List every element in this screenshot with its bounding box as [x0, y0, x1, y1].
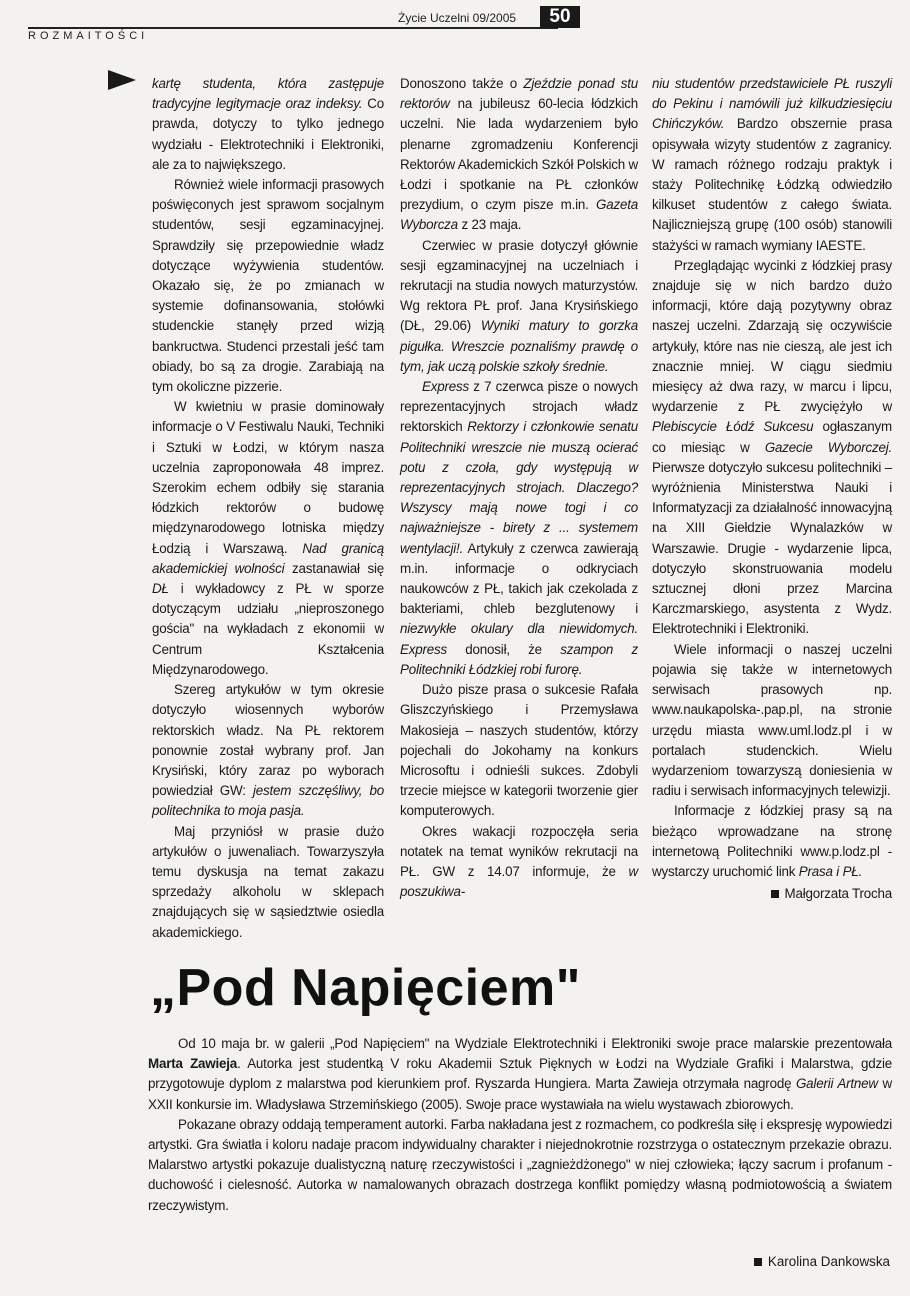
- section-label: ROZMAITOŚCI: [28, 30, 149, 42]
- text-run: Pokazane obrazy oddają temperament autorki. Farba nakładana jest z rozmachem, co podkreśla siłę i ekspresję wypowiedzi artystki. Gra światła i koloru nadaje pracom indywidualny charakter i niejednokrotnie rozstrzyga o ostatecznym przekazie obrazu. Malarstwo artystki pokazuje dualistyczną naturę rzeczywistości i „zagnieżdżonego" w niej człowieka; łączy sacrum i profanum - duchowość i cielesność. Autorka w namalowanych obrazach dostrzega konflikt pomiędzy własną podmiotowością a światem rzeczywistym.: [148, 1116, 893, 1213]
- bold-text: Marta Zawieja: [148, 1056, 238, 1072]
- paragraph: [400, 822, 638, 903]
- paragraph: [400, 377, 638, 680]
- square-bullet-icon: [771, 890, 779, 898]
- paragraph: [148, 1034, 892, 1115]
- italic-text: niezwykłe okulary dla niewidomych. Express: [400, 621, 638, 657]
- italic-text: Gazeta Wyborcza: [400, 197, 638, 233]
- paragraph: [400, 74, 638, 236]
- italic-text: jestem szczęśliwy, bo politechnika to moja pasja.: [152, 783, 384, 819]
- author-name: Karolina Dankowska: [767, 1254, 890, 1269]
- paragraph: [400, 236, 638, 377]
- column-1: [152, 74, 384, 943]
- article-body: [148, 1034, 892, 1216]
- text-run: ogłaszanym co miesiąc w: [652, 419, 892, 455]
- text-run: Informacje z łódzkiej prasy są na bieżąco wprowadzane na stronę internetową Politechniki www.p.lodz.pl - wystarczy uruchomić link: [652, 803, 892, 879]
- text-run: z 23 maja.: [457, 217, 522, 233]
- column-3: [652, 74, 892, 904]
- paragraph: [152, 175, 384, 397]
- magazine-title: Życie Uczelni 09/2005: [398, 11, 517, 25]
- text-run: Co prawda, dotyczy to tylko jednego wydziału - Elektrotechniki i Elektroniki, ale za to największego.: [152, 96, 384, 172]
- text-run: Bardzo obszernie prasa opisywała wizyty studentów z zagranicy. W ramach różnego rodzaju praktyk i staży Politechnikę Łódzką odwiedziło kilkuset studentów z całego świata. Najliczniejszą grupę (100 osób) stanowili stażyści w ramach wymiany IAESTE.: [652, 116, 892, 253]
- text-run: na jubileusz 60-lecia łódzkich uczelni. Nie lada wydarzeniem było plenarne zgromadzeniu Konferencji Rektorów Akademickich Szkół Polskich w Łodzi i spotkanie na PŁ członków prezydium, o czym pisze m.in.: [400, 96, 638, 213]
- paragraph: [400, 680, 638, 821]
- paragraph: [652, 640, 892, 802]
- italic-text: Prasa i PŁ.: [798, 863, 863, 879]
- column-2: [400, 74, 638, 902]
- text-run: Szereg artykułów w tym okresie dotyczyło wiosennych wyborów rektorskich władz. Na PŁ rektorem ponownie został wybrany prof. Jan Krysiński, który zaraz po wyborach powiedział GW:: [152, 682, 384, 799]
- italic-text: szampon z Politechniki Łódzkiej robi furorę.: [400, 641, 639, 677]
- square-bullet-icon: [754, 1258, 762, 1266]
- italic-text: Gazecie Wyborczej.: [764, 439, 892, 455]
- text-run: Od 10 maja br. w galerii „Pod Napięciem" na Wydziale Elektrotechniki i Elektroniki swoje prace malarskie prezentowała: [178, 1036, 892, 1051]
- paragraph: [152, 74, 384, 175]
- text-run: W kwietniu w prasie dominowały informacje o V Festiwalu Nauki, Techniki i Sztuki w Łodzi, w którym nasza uczelnia zaproponowała 48 imprez. Szerokim echem odbiły się starania łódzkich rektorów o budowę międzynarodowego lotniska między Łodzią i Warszawą.: [152, 399, 384, 556]
- text-run: Donoszono także o: [400, 76, 524, 91]
- article-title: „Pod Napięciem": [150, 959, 581, 1017]
- author-name: Małgorzata Trocha: [784, 886, 892, 902]
- text-run: z 7 czerwca pisze o nowych reprezentacyjnych strojach władz rektorskich: [400, 379, 638, 435]
- italic-text: Plebiscycie Łódź Sukcesu: [652, 419, 814, 435]
- paragraph: [152, 397, 384, 680]
- text-run: Artykuły z czerwca zawierają m.in. informacje o odkryciach naukowców z PŁ, takich jak czekolada z bakteriami, chleb bezglutenowy i: [400, 540, 638, 617]
- paragraph: [152, 680, 384, 821]
- text-run: w XXII konkursie im. Władysława Strzemińskiego (2005). Swoje prace wystawiała na wielu wystawach zbiorowych.: [148, 1076, 892, 1112]
- text-run: Przeglądając wycinki z łódzkiej prasy znajduje się w nich bardzo dużo informacji, które dają pozytywny obraz naszej uczelni. Zdarzają się oczywiście artykuły, które nas nie cieszą, ale jest ich znacznie mniej. W ciągu siedmiu miesięcy aż dwa razy, w marcu i lipcu, wydarzenie z PŁ zwyciężyło w: [652, 257, 892, 415]
- text-run: Czerwiec w prasie dotyczył głównie sesji egzaminacyjnej na uczelniach i rekrutacji na studia nowych maturzystów. Wg rektora PŁ prof. Jana Krysińskiego (DŁ, 29.06): [400, 237, 638, 334]
- italic-text: Wyniki matury to gorzka pigułka. Wreszcie poznaliśmy prawdę o tym, jak uczą polskie szkoły średnie.: [400, 318, 638, 374]
- paragraph: [652, 801, 892, 882]
- header-rule: [28, 27, 558, 29]
- text-run: Wiele informacji o naszej uczelni pojawia się także w internetowych serwisach prasowych np. www.naukapolska-.pap.pl, na stronie urzędu miasta www.uml.lodz.pl i w portalach studenckich. Wielu wydarzeniom towarzyszą doniesienia w radiu i serwisach informacyjnych telewizji.: [652, 641, 892, 799]
- text-run: Pierwsze dotyczyło sukcesu politechniki – wyróżnienia Ministerstwa Nauki i Informatyzacji za działalność innowacyjną na XIII Giełdzie Wynalazków w Warszawie. Drugie - wydarzenie lipca, dotyczyło skonstruowania modelu sztucznej dłoni przez Marcina Karczmarskiego, asystenta z Wydz. Elektrotechniki i Elektroniki.: [652, 459, 892, 637]
- italic-text: DŁ: [152, 581, 169, 597]
- page-number: 50: [540, 6, 580, 28]
- italic-text: Express: [422, 379, 469, 395]
- column-signature: [652, 884, 892, 904]
- italic-text: Zjeździe ponad stu rektorów: [400, 76, 638, 112]
- text-run: Dużo pisze prasa o sukcesie Rafała Gliszczyńskiego i Przemysława Makosieja – naszych studentów, którzy pojechali do Jokohamy na konkurs Microsoftu i odnieśli sukces. Zdobyli trzecie miejsce w kategorii tworzenie gier komputerowych.: [400, 682, 638, 819]
- italic-text: Rektorzy i członkowie senatu Politechniki wreszcie nie muszą ocierać potu z czoła, gdy występują w reprezentacyjnych strojach. Dlaczego? Wszyscy mają nowe togi i co najważniejsze - birety z ... systemem wentylacji!.: [400, 419, 638, 556]
- italic-text: w poszukiwa-: [400, 863, 638, 900]
- text-run: Okres wakacji rozpoczęła seria notatek na temat wyników rekrutacji na PŁ. GW z 14.07 informuje, że: [400, 823, 638, 879]
- italic-text: Nad granicą akademickiej wolności: [152, 540, 384, 576]
- paragraph: [652, 74, 892, 256]
- text-run: Również wiele informacji prasowych poświęconych jest sprawom socjalnym studentów, sesji egzaminacyjnej. Sprawdziły się przepowiednie władz dotyczące wyżywienia studentów. Okazało się, że po zmianach w systemie dofinansowania, stołówki studenckie stanęły przed wizją bankructwa. Studenci przestali jeść tam obiady, bo są za drogie. Zarabiają na tym okoliczne pizzerie.: [152, 177, 384, 395]
- text-run: donosił, że: [446, 641, 561, 657]
- text-run: zastanawiał się: [284, 560, 384, 576]
- article-signature: [754, 1254, 890, 1269]
- paragraph: [652, 256, 892, 640]
- italic-text: niu studentów przedstawiciele PŁ ruszyli do Pekinu i namówili już kilkudziesięciu Chińczyków.: [652, 76, 892, 132]
- arrow-icon: [108, 70, 136, 90]
- italic-text: Galerii Artnew: [795, 1076, 878, 1092]
- paragraph: [148, 1115, 892, 1216]
- text-run: . Autorka jest studentką V roku Akademii Sztuk Pięknych w Łodzi na Wydziale Grafiki i Malarstwa, gdzie przygotowuje dyplom z malarstwa pod kierunkiem prof. Ryszarda Hungiera. Marta Zawieja otrzymała nagrodę: [148, 1056, 892, 1092]
- text-run: i wykładowcy z PŁ w sporze dotyczącym udziału „nieproszonego gościa" na wykładach z ekonomii w Centrum Kształcenia Międzynarodowego.: [152, 581, 384, 677]
- italic-text: kartę studenta, która zastępuje tradycyjne legitymacje oraz indeksy.: [152, 76, 384, 112]
- paragraph: [152, 822, 384, 943]
- text-run: Maj przyniósł w prasie dużo artykułów o juwenaliach. Towarzyszyła temu dyskusja na temat zakazu sprzedaży alkoholu w sklepach znajdujących się w sąsiedztwie osiedla akademickiego.: [152, 823, 384, 940]
